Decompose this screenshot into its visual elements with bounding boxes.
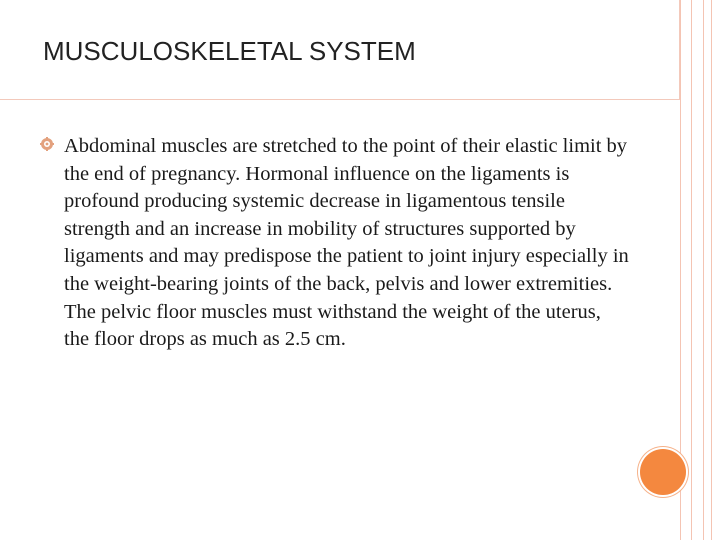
orange-circle-decoration <box>640 449 686 495</box>
decorative-line <box>711 0 712 540</box>
decorative-line <box>703 0 704 540</box>
bullet-gear-icon <box>40 137 54 151</box>
decorative-line <box>691 0 692 540</box>
bullet-text: Abdominal muscles are stretched to the point of their elastic limit by the end of pregnancy. Hormonal influence on the ligaments is profound producing systemic decrease in ligamentous tensile strength and an increase in mobility of structures supported by ligaments and may predispose the patient to joint injury especially in the weight-bearing joints of the back, pelvis and lower extremities. The pelvic floor muscles must withstand the weight of the uterus, the floor drops as much as 2.5 cm. <box>64 135 629 351</box>
slide-title: MUSCULOSKELETAL SYSTEM <box>43 36 416 66</box>
